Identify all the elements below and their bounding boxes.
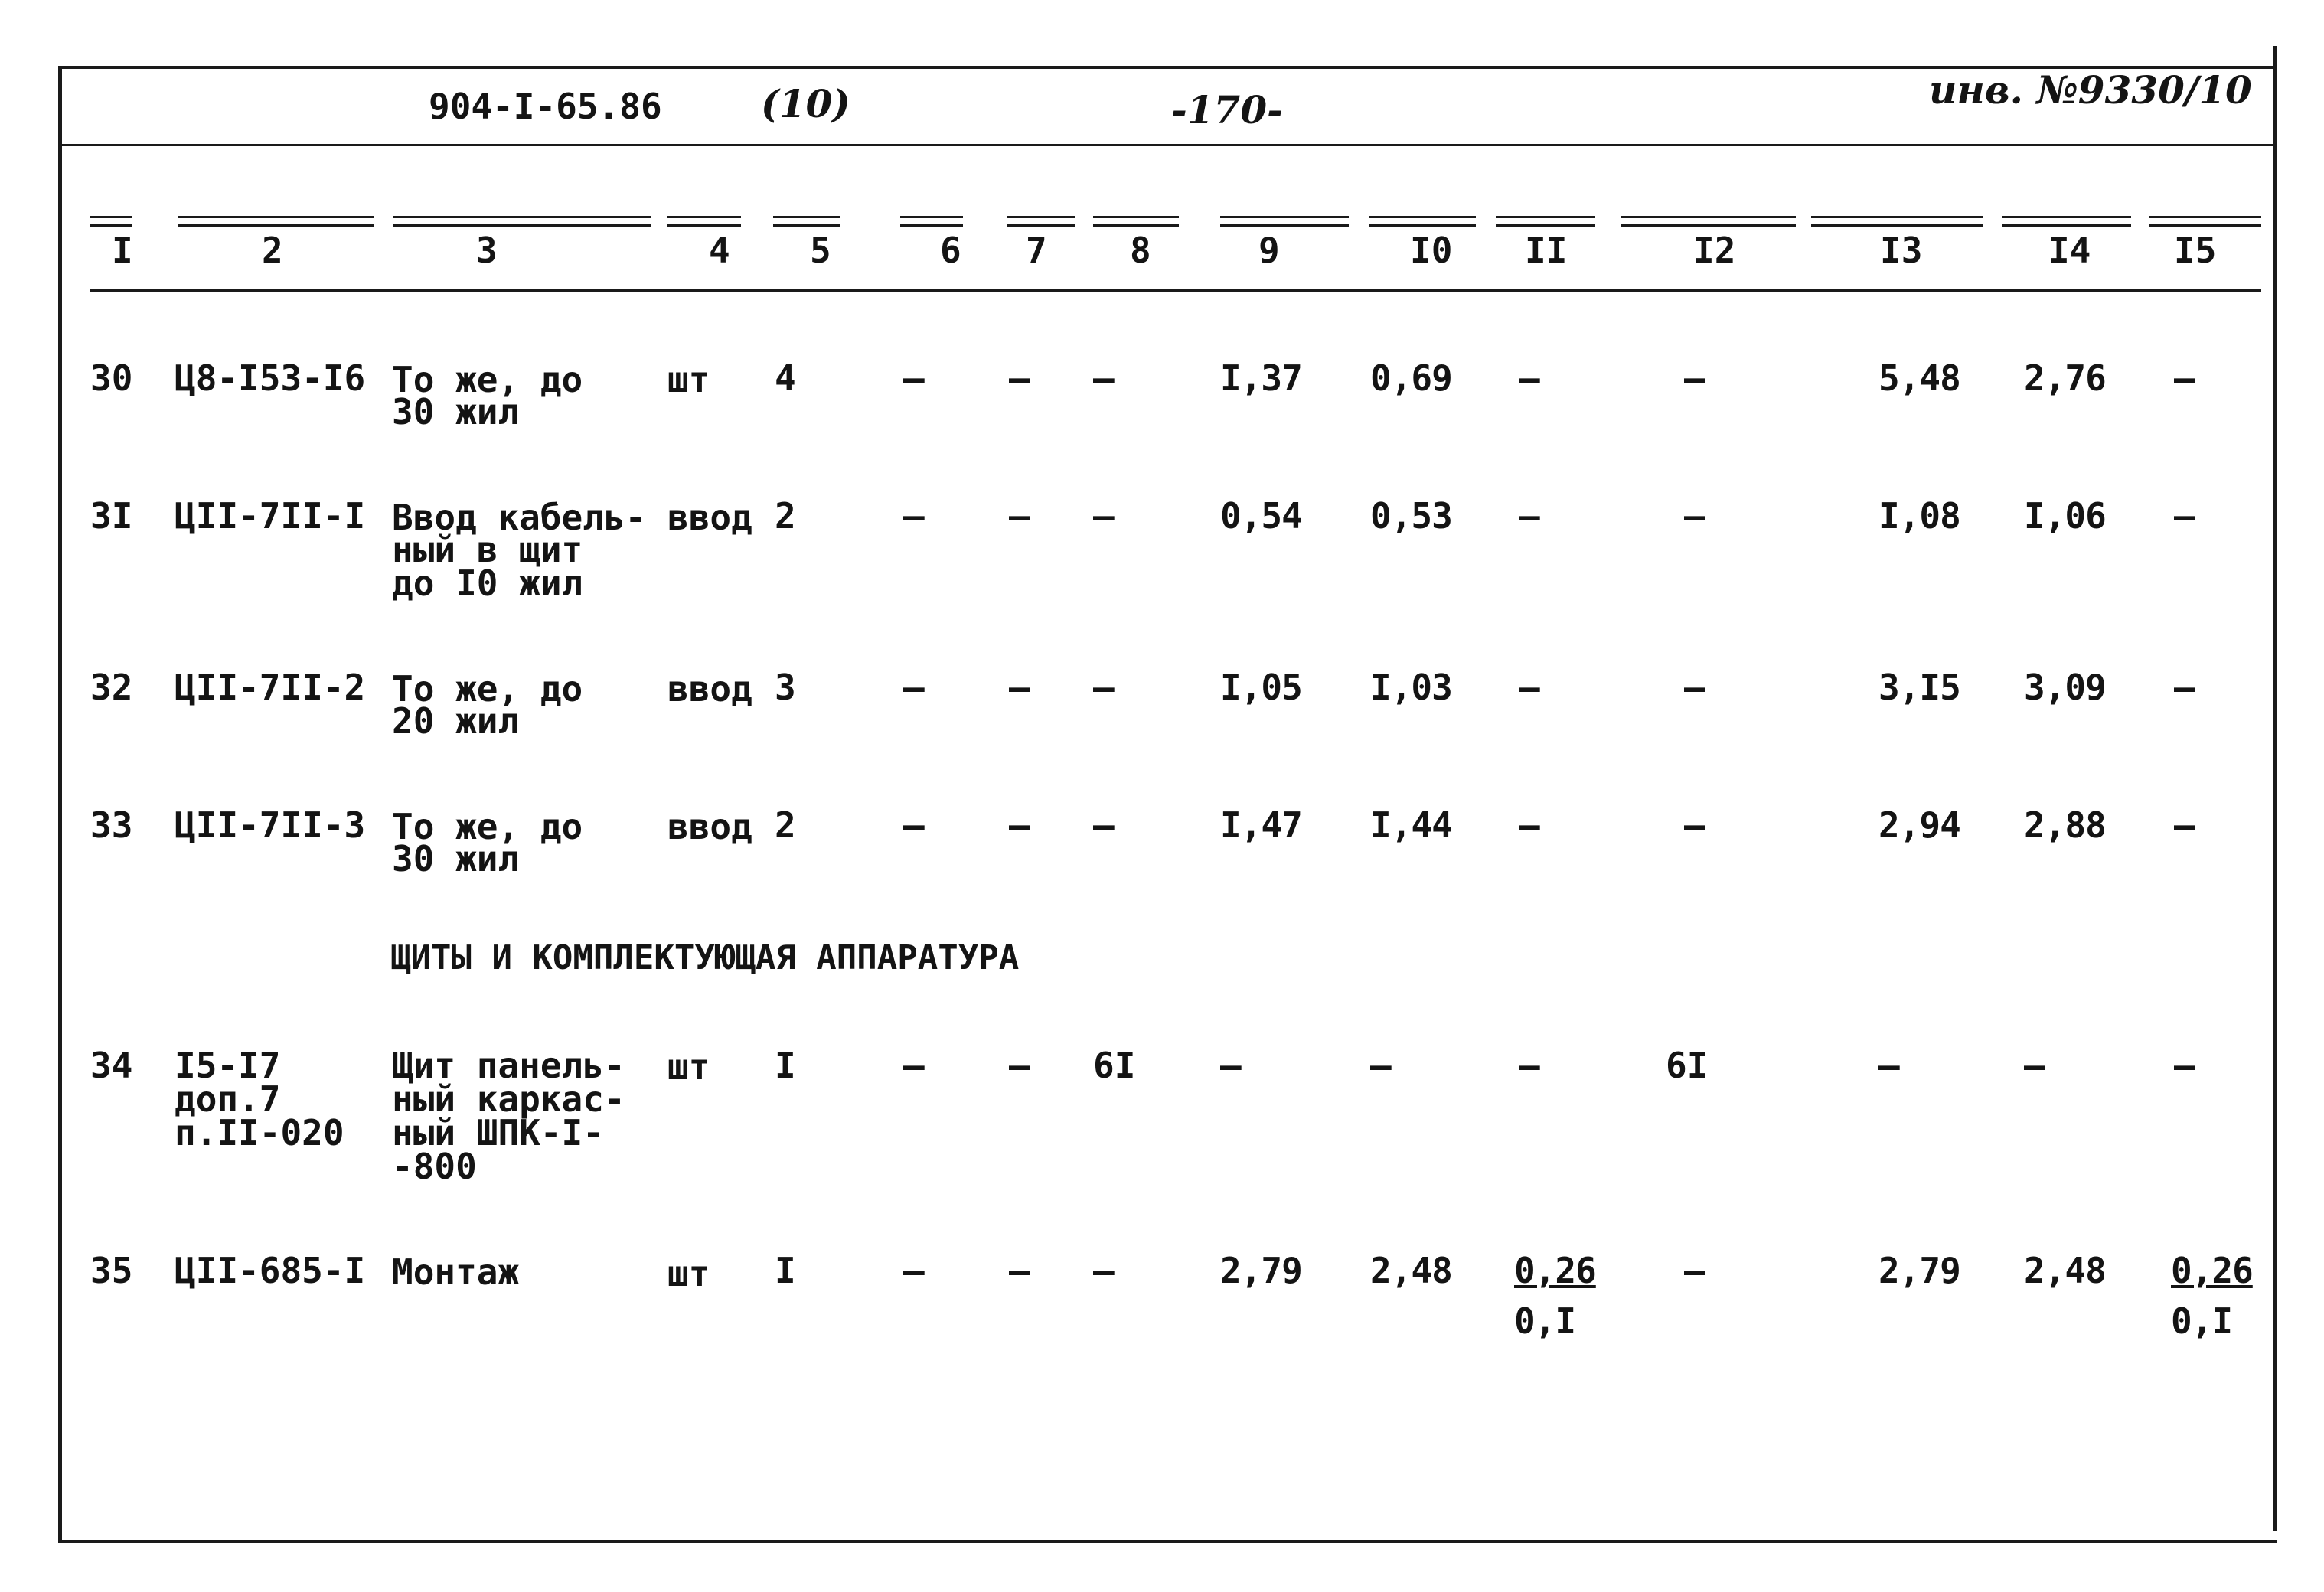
cell-col7: – [1009, 1045, 1030, 1086]
cell-col5: 2 [775, 495, 796, 537]
row-name-line: То же, до [392, 806, 583, 847]
row-name-line: Ввод кабель- [392, 497, 647, 538]
section-title: ЩИТЫ И КОМПЛЕКТУЮЩАЯ АППАРАТУРА [390, 938, 1020, 977]
cell-col9: – [1220, 1045, 1242, 1086]
cell-col5: I [775, 1250, 796, 1291]
row-code: п.II-020 [175, 1112, 344, 1153]
cell-col7: – [1009, 804, 1030, 846]
cell-col11: – [1519, 667, 1540, 708]
row-code: Ц8-I53-I6 [175, 357, 366, 399]
cell-col10: 2,48 [1370, 1250, 1452, 1291]
col-header-4: 4 [709, 230, 730, 271]
cell-col8: – [1093, 495, 1115, 537]
part-number: (10) [761, 81, 850, 126]
cell-col12: – [1684, 1250, 1705, 1291]
cell-col14: 2,76 [2024, 357, 2106, 399]
row-unit: шт [667, 1253, 710, 1294]
row-number: 3I [90, 495, 133, 537]
cell-col8: 6I [1093, 1045, 1136, 1086]
col-rule [178, 216, 374, 227]
col-rule [1093, 216, 1179, 227]
col-header-15: I5 [2174, 230, 2217, 271]
row-number: 30 [90, 357, 133, 399]
frame-bottom-border [58, 1540, 2277, 1543]
cell-col6: – [903, 495, 925, 537]
cell-col12: 6I [1666, 1045, 1709, 1086]
row-name-line: 20 жил [392, 700, 520, 742]
row-code: ЦII-685-I [175, 1250, 366, 1291]
col-header-8: 8 [1130, 230, 1151, 271]
cell-col10: 0,53 [1370, 495, 1452, 537]
col-rule [1811, 216, 1983, 227]
col-rule [2149, 216, 2261, 227]
cell-col12: – [1684, 804, 1705, 846]
col-rule [90, 216, 132, 227]
cell-col15: – [2174, 495, 2195, 537]
row-name-line: 30 жил [392, 391, 520, 432]
col-rule [1007, 216, 1075, 227]
cell-col6: – [903, 357, 925, 399]
doc-code: 904-I-65.86 [429, 86, 662, 127]
header-divider [61, 144, 2273, 146]
cell-col9: 2,79 [1220, 1250, 1302, 1291]
col-rule [393, 216, 651, 227]
col-header-13: I3 [1880, 230, 1923, 271]
cell-col13: 2,94 [1878, 804, 1960, 846]
inventory-number: инв. №9330/10 [1929, 67, 2252, 113]
cell-col6: – [903, 1250, 925, 1291]
cell-col7: – [1009, 357, 1030, 399]
col-rule [1369, 216, 1476, 227]
row-code: ЦII-7II-3 [175, 804, 366, 846]
cell-col8: – [1093, 804, 1115, 846]
col-header-9: 9 [1258, 230, 1280, 271]
frame-right-border [2273, 46, 2277, 1531]
cell-col11: – [1519, 495, 1540, 537]
cell-col15: – [2174, 357, 2195, 399]
cell-col7: – [1009, 667, 1030, 708]
cell-col8: – [1093, 357, 1115, 399]
row-unit: шт [667, 1046, 710, 1088]
col-rule [1621, 216, 1796, 227]
col-rule [773, 216, 840, 227]
cell-col5: 4 [775, 357, 796, 399]
cell-col13: 3,I5 [1878, 667, 1960, 708]
col-header-2: 2 [262, 230, 283, 271]
cell-col12: – [1684, 495, 1705, 537]
cell-col13: 5,48 [1878, 357, 1960, 399]
cell-col9: I,05 [1220, 667, 1302, 708]
cell-col5: 2 [775, 804, 796, 846]
col-header-12: I2 [1693, 230, 1736, 271]
row-number: 35 [90, 1250, 133, 1291]
row-name-line: ный каркас- [392, 1078, 625, 1120]
cell-col5: 3 [775, 667, 796, 708]
cell-col14: I,06 [2024, 495, 2106, 537]
row-name-line: То же, до [392, 668, 583, 710]
cell-col8: – [1093, 1250, 1115, 1291]
cell-col15: 0,26 [2171, 1250, 2253, 1291]
header-bottom-rule [90, 289, 2261, 296]
col-header-14: I4 [2048, 230, 2091, 271]
col-header-1: I [112, 230, 133, 271]
row-number: 33 [90, 804, 133, 846]
cell-col13: 2,79 [1878, 1250, 1960, 1291]
row-name-line: ный ШПК-I- [392, 1112, 604, 1153]
col-header-5: 5 [810, 230, 831, 271]
cell-col9: 0,54 [1220, 495, 1302, 537]
cell-col10: – [1370, 1045, 1392, 1086]
cell-col6: – [903, 1045, 925, 1086]
col-rule [1220, 216, 1349, 227]
cell-col13: I,08 [1878, 495, 1960, 537]
col-rule [667, 216, 741, 227]
col-header-10: I0 [1410, 230, 1453, 271]
row-name-line: Щит панель- [392, 1045, 625, 1086]
cell-col14: – [2024, 1045, 2045, 1086]
row-code: ЦII-7II-2 [175, 667, 366, 708]
cell-col11: 0,26 [1514, 1250, 1596, 1291]
cell-col10: I,03 [1370, 667, 1452, 708]
cell-col11: – [1519, 357, 1540, 399]
row-code: ЦII-7II-I [175, 495, 366, 537]
row-unit: ввод [667, 668, 752, 710]
cell-col11-sub: 0,I [1514, 1300, 1576, 1342]
row-name-line: -800 [392, 1146, 477, 1187]
row-name-line: до I0 жил [392, 563, 583, 604]
cell-col15: – [2174, 1045, 2195, 1086]
cell-col14: 2,48 [2024, 1250, 2106, 1291]
cell-col14: 2,88 [2024, 804, 2106, 846]
row-unit: ввод [667, 806, 752, 847]
cell-col12: – [1684, 357, 1705, 399]
cell-col11: – [1519, 804, 1540, 846]
row-unit: шт [667, 359, 710, 400]
cell-col13: – [1878, 1045, 1900, 1086]
col-header-3: 3 [476, 230, 498, 271]
cell-col7: – [1009, 495, 1030, 537]
page-number: -170- [1171, 87, 1283, 132]
cell-col14: 3,09 [2024, 667, 2106, 708]
col-rule [2002, 216, 2131, 227]
row-name-line: То же, до [392, 359, 583, 400]
cell-col12: – [1684, 667, 1705, 708]
cell-col6: – [903, 804, 925, 846]
cell-col10: 0,69 [1370, 357, 1452, 399]
cell-col7: – [1009, 1250, 1030, 1291]
cell-col10: I,44 [1370, 804, 1452, 846]
cell-col15-sub: 0,I [2171, 1300, 2233, 1342]
row-code: I5-I7 [175, 1045, 281, 1086]
row-name-line: Монтаж [392, 1251, 520, 1293]
cell-col15: – [2174, 667, 2195, 708]
cell-col6: – [903, 667, 925, 708]
col-header-6: 6 [940, 230, 961, 271]
row-number: 34 [90, 1045, 133, 1086]
col-rule [900, 216, 963, 227]
row-name-line: ный в щит [392, 529, 583, 570]
frame-left-border [58, 66, 62, 1543]
cell-col9: I,37 [1220, 357, 1302, 399]
row-code: доп.7 [175, 1078, 281, 1120]
row-number: 32 [90, 667, 133, 708]
row-name-line: 30 жил [392, 838, 520, 879]
cell-col11: – [1519, 1045, 1540, 1086]
cell-col15: – [2174, 804, 2195, 846]
cell-col9: I,47 [1220, 804, 1302, 846]
col-header-7: 7 [1026, 230, 1047, 271]
row-unit: ввод [667, 497, 752, 538]
cell-col5: I [775, 1045, 796, 1086]
col-rule [1496, 216, 1595, 227]
cell-col8: – [1093, 667, 1115, 708]
col-header-11: II [1525, 230, 1568, 271]
